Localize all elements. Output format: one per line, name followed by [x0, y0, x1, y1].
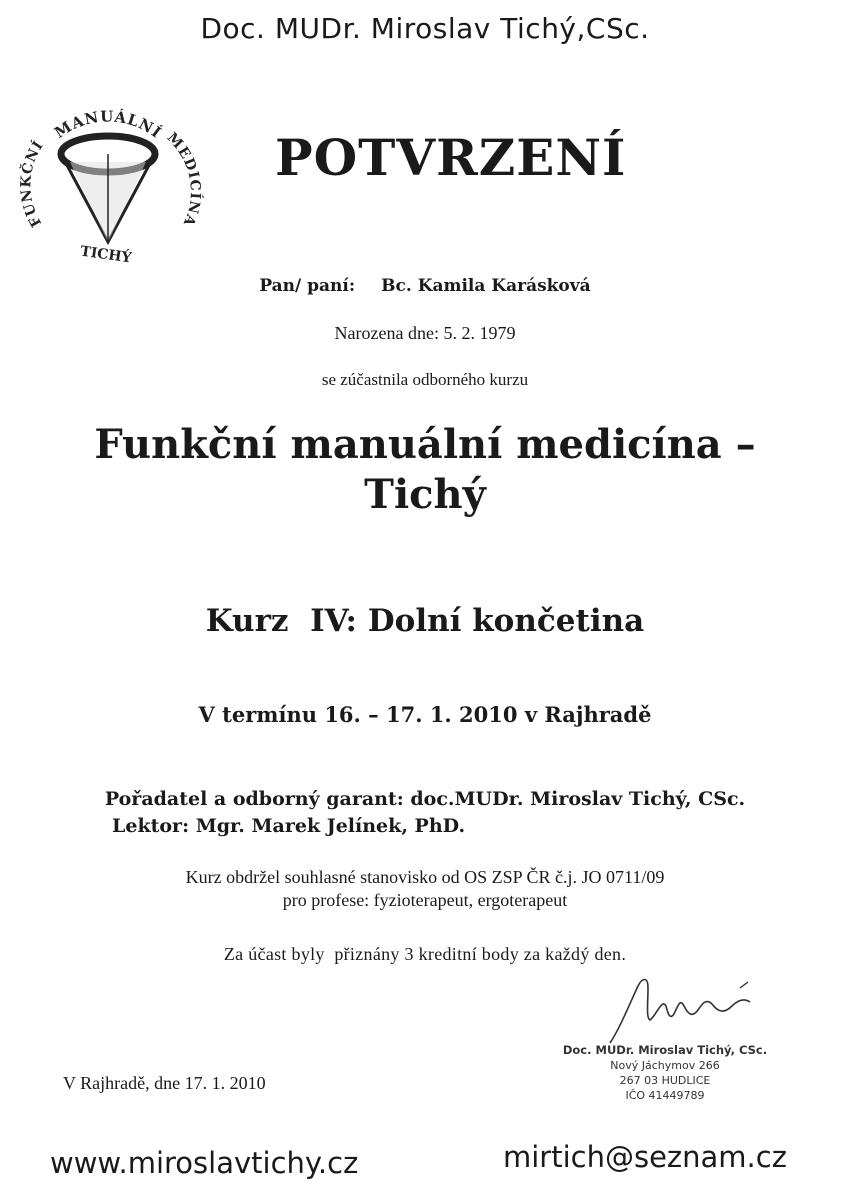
stamp-line-1: Doc. MUDr. Miroslav Tichý, CSc. — [562, 1043, 768, 1057]
stamp-line-2: Nový Jáchymov 266 — [610, 1059, 720, 1072]
stamp — [540, 1043, 790, 1103]
course-name-line1: Funkční manuální medicína – — [94, 421, 756, 468]
logo-seal — [8, 92, 208, 272]
attended-text: se zúčastnila odborného kurzu — [321, 370, 529, 389]
course-name-line2: Tichý — [364, 471, 486, 518]
stamp-line-4: IČO 41449789 — [625, 1089, 705, 1102]
svg-text:FUNKČNÍ — [17, 137, 47, 230]
organizer: Pořadatel a odborný garant: doc.MUDr. Miroslav Tichý, CSc. — [104, 788, 746, 810]
lecturer: Lektor: Mgr. Marek Jelínek, PhD. — [112, 815, 466, 837]
recipient-line — [0, 276, 850, 296]
header-name: Doc. MUDr. Miroslav Tichý,CSc. — [200, 12, 650, 45]
credits-text: Za účast byly přiznány 3 kreditní body za každý den. — [223, 944, 627, 964]
recipient-label: Pan/ paní: — [259, 276, 356, 296]
logo-text-bottom: TICHÝ — [79, 243, 133, 267]
approval-line-2: pro profese: fyzioterapeut, ergoterapeut — [282, 890, 568, 910]
place-date: V Rajhradě, dne 17. 1. 2010 — [63, 1073, 266, 1093]
signature — [600, 968, 770, 1048]
course-part: Kurz IV: Dolní končetina — [205, 603, 645, 639]
course-term: V termínu 16. – 17. 1. 2010 v Rajhradě — [198, 702, 652, 727]
footer-email: mirtich@seznam.cz — [503, 1140, 787, 1174]
course-name — [0, 420, 850, 520]
logo-text-left: FUNKČNÍ — [18, 137, 48, 230]
approval-line-1: Kurz obdržel souhlasné stanovisko od OS ZSP ČR č.j. JO 0711/09 — [185, 867, 665, 887]
birth-date: Narozena dne: 5. 2. 1979 — [334, 323, 516, 343]
svg-text:MEDICÍNA — [164, 130, 205, 229]
footer-website: www.miroslavtichy.cz — [50, 1146, 359, 1180]
logo-text-right: MEDICÍNA — [163, 129, 204, 229]
recipient-name: Bc. Kamila Karásková — [381, 276, 591, 296]
stamp-line-3: 267 03 HUDLICE — [619, 1074, 711, 1087]
document-title: POTVRZENÍ — [275, 128, 627, 187]
logo-text-top: MANUÁLNÍ — [51, 107, 166, 143]
